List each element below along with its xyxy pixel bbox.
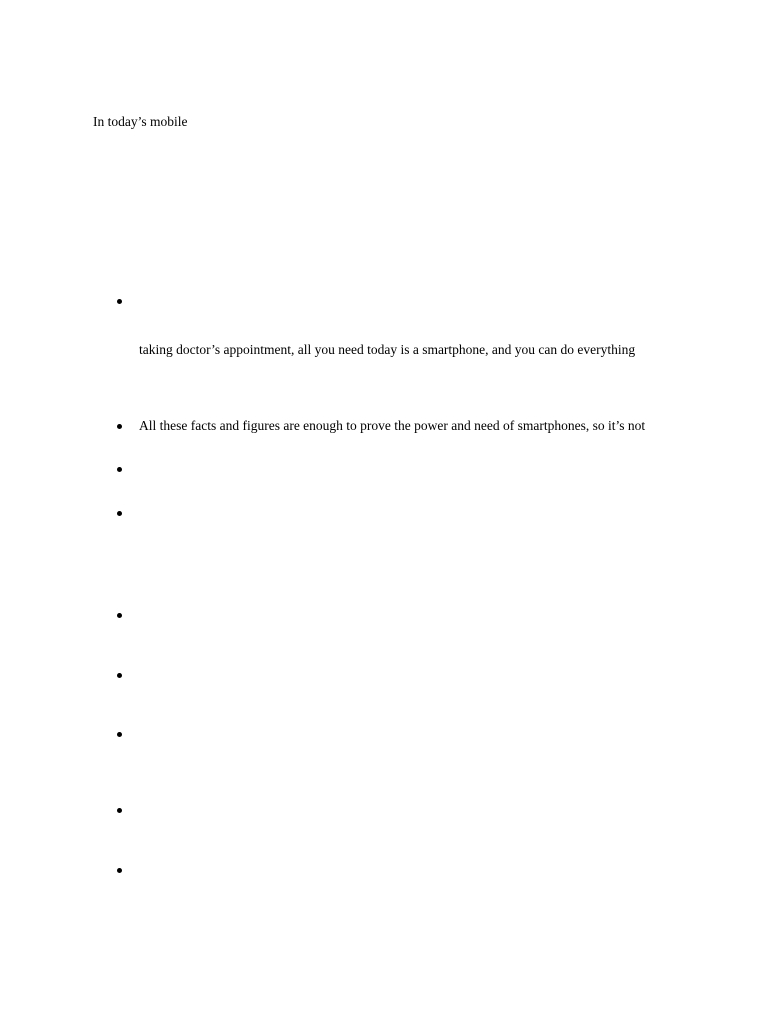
intro-text: In today’s mobile bbox=[93, 114, 188, 129]
bullet-text: All these facts and figures are enough to prove the power and need of smartphones, so it’s not bbox=[139, 418, 646, 433]
continuation-text: taking doctor’s appointment, all you need today is a smartphone, and you can do everything bbox=[139, 342, 636, 357]
bullet-icon bbox=[117, 511, 122, 516]
bullet-icon bbox=[117, 424, 122, 429]
bullet-icon bbox=[117, 613, 122, 618]
bullet-icon bbox=[117, 673, 122, 678]
bullet-icon bbox=[117, 299, 122, 304]
bullet-icon bbox=[117, 467, 122, 472]
bullet-icon bbox=[117, 732, 122, 737]
bullet-icon bbox=[117, 868, 122, 873]
bullet-icon bbox=[117, 808, 122, 813]
